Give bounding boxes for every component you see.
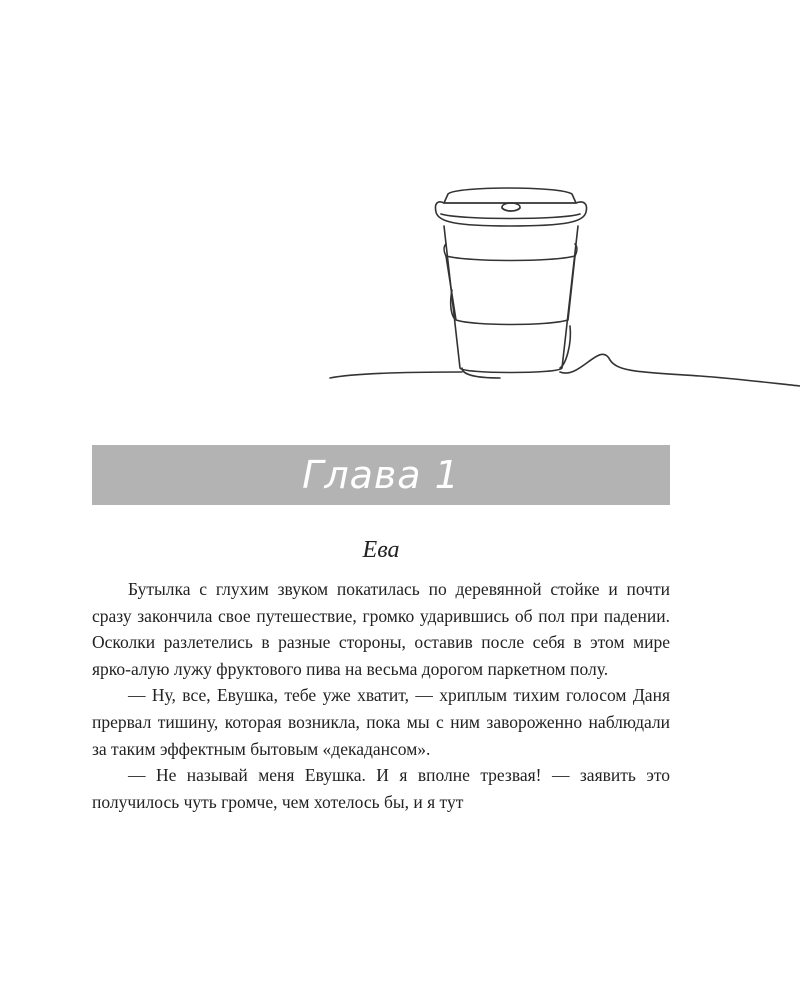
- paragraph: — Не называй меня Евушка. И я вполне трезвая! — заявить это получилось чуть громче, чем хотелось бы, и я тут: [92, 765, 670, 812]
- paragraph: Бутылка с глухим звуком покатилась по деревянной стойке и почти сразу закончила свое путешествие, громко ударившись об пол при падении. Осколки разлетелись в разные стороны, оставив после себя в этом мире ярко-алую лужу фруктового пива на весьма дорогом паркетном полу.: [92, 579, 670, 679]
- coffee-cup-icon: [0, 0, 800, 420]
- paragraph: — Ну, все, Евушка, тебе уже хватит, — хриплым тихим голосом Даня прервал тишину, которая возникла, пока мы с ним завороженно наблюдали за таким эффектным бытовым «декадансом».: [92, 685, 670, 759]
- chapter-body: [92, 576, 670, 815]
- chapter-title: Глава 1: [302, 453, 460, 497]
- chapter-banner: [92, 445, 670, 505]
- chapter-subtitle: Ева: [362, 537, 400, 563]
